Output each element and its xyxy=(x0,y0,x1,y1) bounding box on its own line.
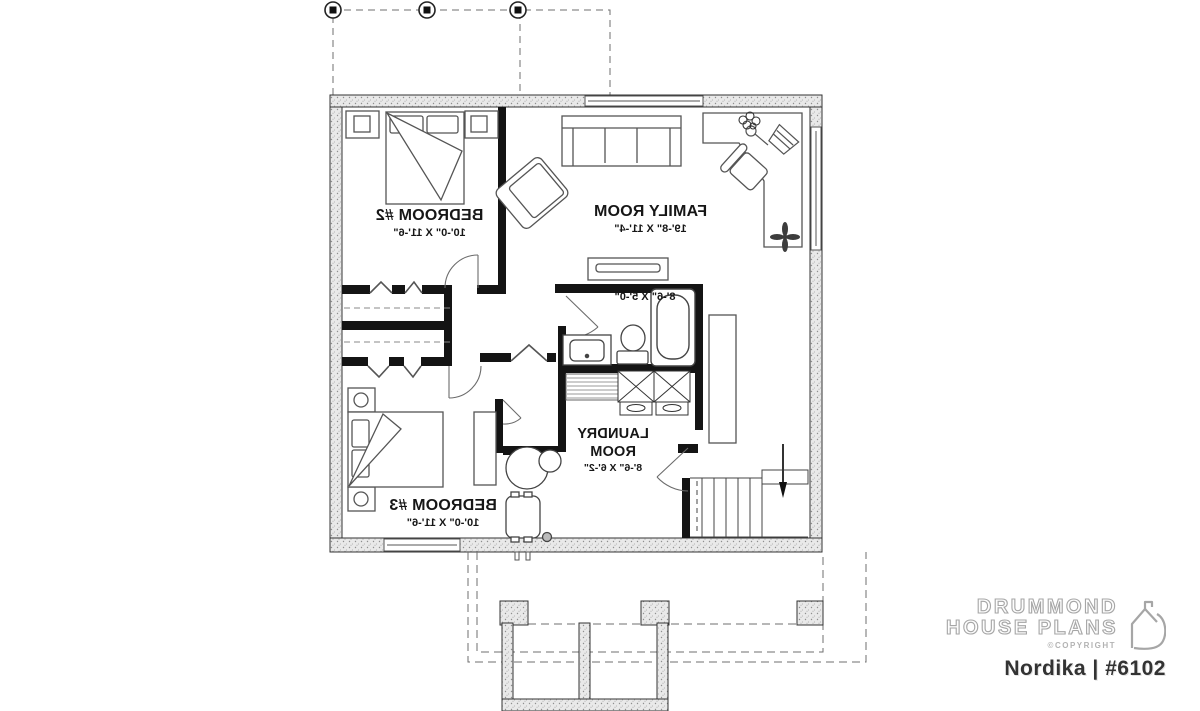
brand-wordmark xyxy=(946,597,1118,650)
toilet-icon xyxy=(617,325,648,364)
dresser-icon xyxy=(474,412,496,485)
house-logo-icon xyxy=(1124,597,1166,651)
room-dims: 8'-6" X 5'-0" xyxy=(614,291,676,303)
plan-title: Nordika | #6102 xyxy=(1004,657,1166,680)
room-label-bathroom xyxy=(592,290,698,304)
stairs xyxy=(690,470,808,537)
room-dims: 10'-0" X 11'-6" xyxy=(393,226,466,239)
foundation-piers xyxy=(500,601,823,625)
deck-column-markers xyxy=(325,2,526,18)
bedroom2-furniture xyxy=(346,111,498,204)
room-label-bedroom3 xyxy=(368,496,518,530)
room-name: ROOM xyxy=(590,443,636,460)
room-label-family xyxy=(568,202,733,236)
room-label-bedroom2 xyxy=(352,206,507,240)
brand-line-1: DRUMMOND xyxy=(976,596,1118,618)
room-name: BEDROOM #2 xyxy=(375,207,484,224)
sofa-icon xyxy=(562,116,681,166)
deck-outline-top xyxy=(333,10,610,95)
washer-icon xyxy=(618,371,654,415)
tv-console xyxy=(588,258,668,280)
porch-foundation-walls xyxy=(502,623,668,711)
pillow-icon xyxy=(427,116,458,133)
laundry-tub-icon xyxy=(506,447,561,489)
room-dims: 10'-0" X 11'-6" xyxy=(406,516,480,529)
pillow-icon xyxy=(352,420,369,447)
dryer-icon xyxy=(654,371,690,415)
tall-cabinet xyxy=(709,315,736,443)
deck-ledger-ticks xyxy=(515,552,530,560)
sink-vanity-icon xyxy=(563,335,611,365)
room-name: FAMILY ROOM xyxy=(593,203,708,220)
brand-block xyxy=(916,597,1166,681)
room-name: LAUNDRY xyxy=(577,426,649,442)
room-name: BEDROOM #3 xyxy=(389,497,497,514)
room-dims: 19'-8" X 11'-4" xyxy=(614,222,687,235)
copyright-text: ©COPYRIGHT xyxy=(1047,641,1116,650)
room-label-laundry xyxy=(563,426,663,475)
bedroom3-furniture xyxy=(348,388,496,511)
brand-line-2: HOUSE PLANS xyxy=(946,617,1118,639)
room-dims: 8'-6" X 6'-2" xyxy=(583,462,643,475)
